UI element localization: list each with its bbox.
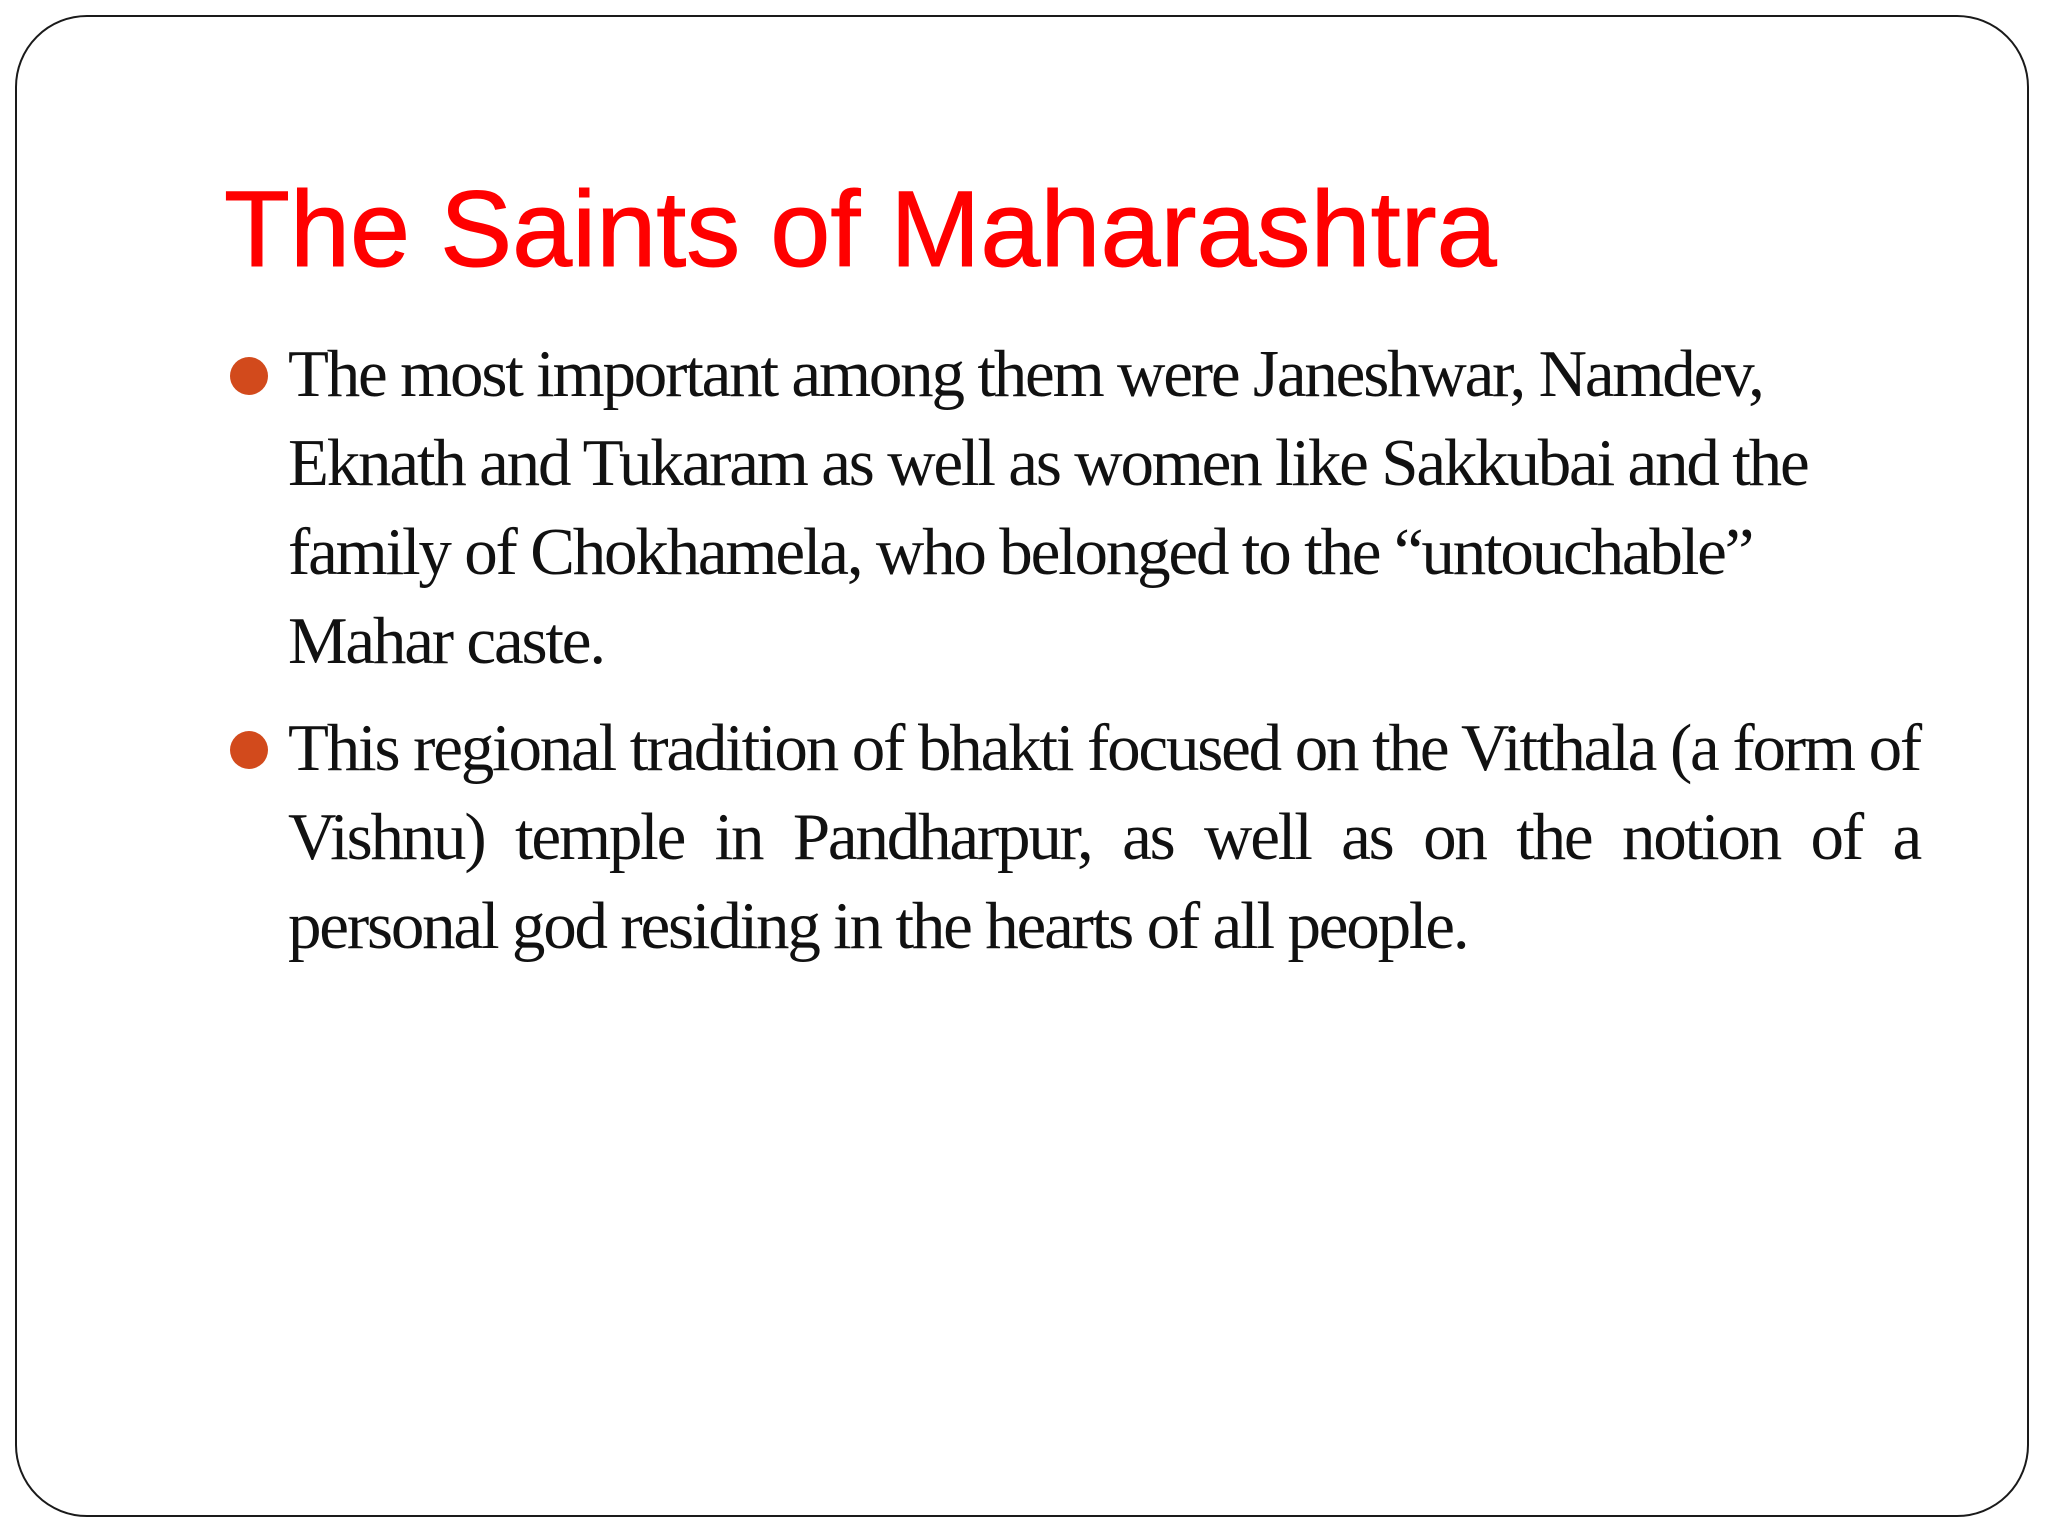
bullet-text-tradition: This regional tradition of bhakti focused on the Vitthala (a form of Vishnu) temple in Pandharpur, as well as on the notion of a personal god residing in the hearts of all people. bbox=[288, 711, 1920, 963]
bullet-dot-icon bbox=[230, 731, 268, 769]
bullet-text-saints: The most important among them were Janeshwar, Namdev, Eknath and Tukaram as well as women like Sakkubai and the family of Chokhamela, who belonged to the “untouchable” Mahar caste. bbox=[288, 337, 1808, 678]
bullet-list bbox=[230, 330, 1920, 989]
bullet-dot-icon bbox=[230, 357, 268, 395]
bullet-item-tradition bbox=[230, 704, 1920, 971]
slide-title: The Saints of Maharashtra bbox=[224, 168, 1497, 289]
bullet-item-saints bbox=[230, 330, 1920, 686]
